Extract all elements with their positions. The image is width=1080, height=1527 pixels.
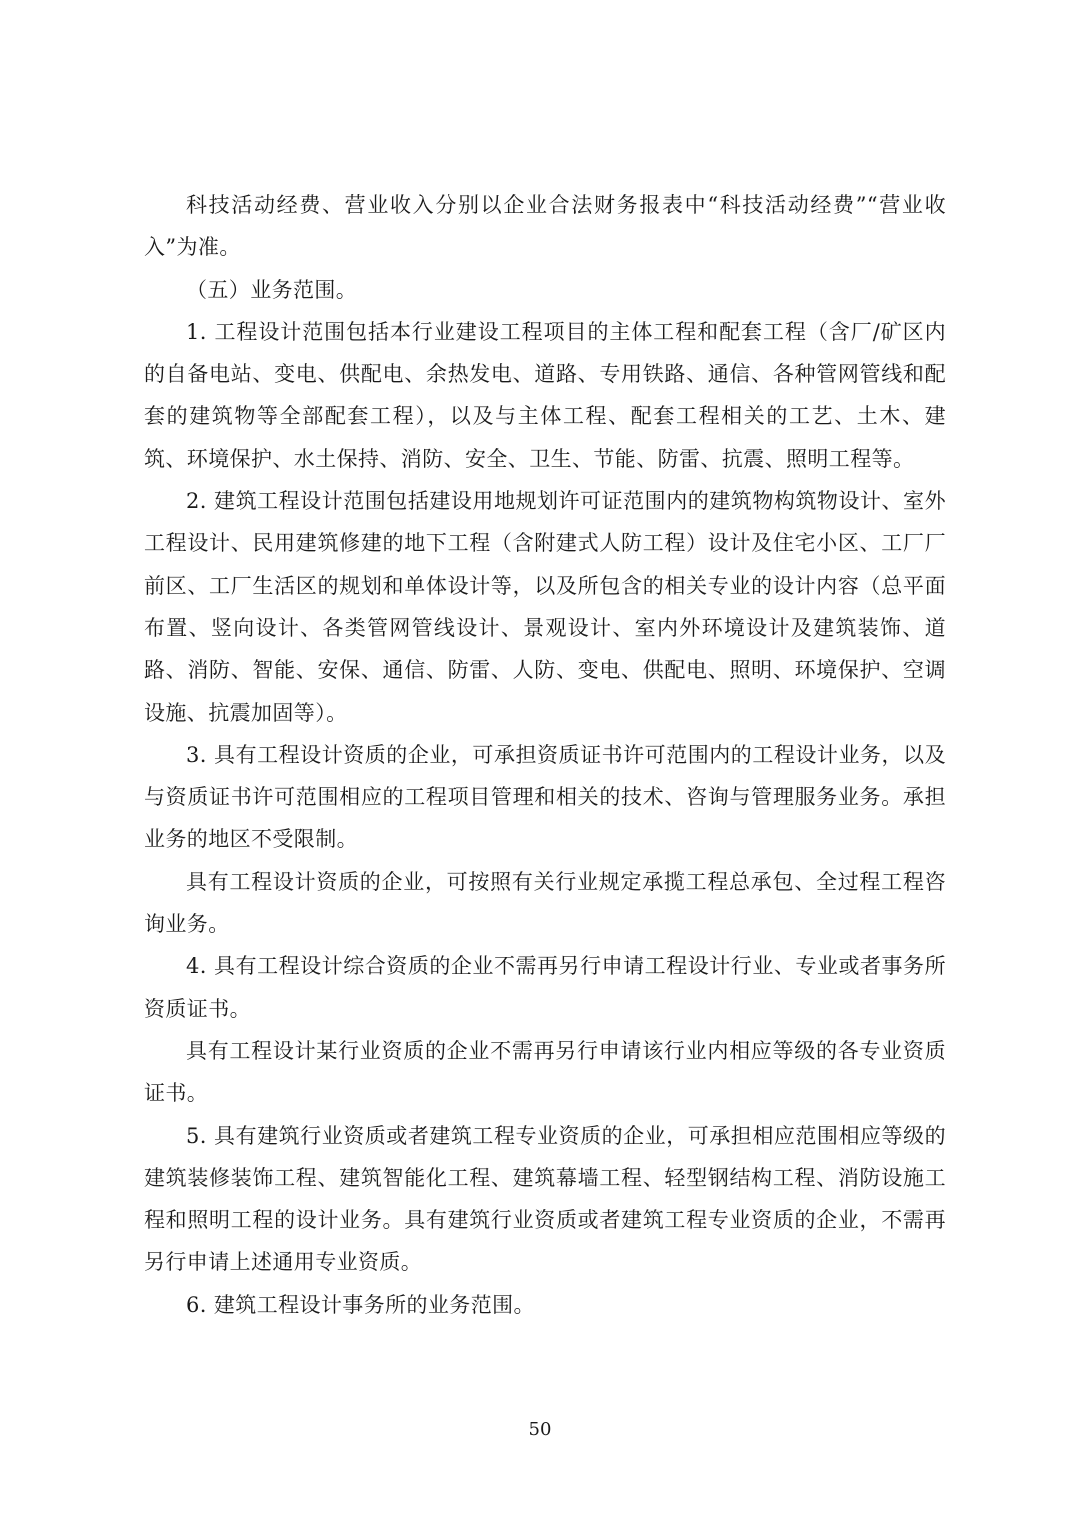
document-body bbox=[144, 184, 946, 1326]
paragraph-item-4: 4. 具有工程设计综合资质的企业不需再另行申请工程设计行业、专业或者事务所资质证书。 bbox=[144, 954, 946, 1021]
paragraph-funding-note: 科技活动经费、营业收入分别以企业合法财务报表中“科技活动经费”“营业收入”为准。 bbox=[144, 193, 946, 260]
page-number: 50 bbox=[528, 1419, 552, 1440]
paragraph-item-3: 3. 具有工程设计资质的企业，可承担资质证书许可范围内的工程设计业务，以及与资质证书许可范围相应的工程项目管理和相关的技术、咨询与管理服务业务。承担业务的地区不受限制。 bbox=[144, 742, 946, 852]
paragraph-item-4-continued: 具有工程设计某行业资质的企业不需再另行申请该行业内相应等级的各专业资质证书。 bbox=[144, 1038, 946, 1106]
paragraph-item-5: 5. 具有建筑行业资质或者建筑工程专业资质的企业，可承担相应范围相应等级的建筑装修装饰工程、建筑智能化工程、建筑幕墙工程、轻型钢结构工程、消防设施工程和照明工程的设计业务。具有建筑行业资质或者建筑工程专业资质的企业，不需再另行申请上述通用专业资质。 bbox=[144, 1123, 946, 1275]
paragraph-item-6: 6. 建筑工程设计事务所的业务范围。 bbox=[186, 1292, 535, 1317]
paragraph-item-1: 1. 工程设计范围包括本行业建设工程项目的主体工程和配套工程（含厂/矿区内的自备电站、变电、供配电、余热发电、道路、专用铁路、通信、各种管网管线和配套的建筑物等全部配套工程），以及与主体工程、配套工程相关的工艺、土木、建筑、环境保护、水土保持、消防、安全、卫生、节能、防雷、抗震、照明工程等。 bbox=[144, 319, 946, 471]
paragraph-item-3-continued: 具有工程设计资质的企业，可按照有关行业规定承揽工程总承包、全过程工程咨询业务。 bbox=[144, 869, 946, 937]
paragraph-item-2: 2. 建筑工程设计范围包括建设用地规划许可证范围内的建筑物构筑物设计、室外工程设计、民用建筑修建的地下工程（含附建式人防工程）设计及住宅小区、工厂厂前区、工厂生活区的规划和单体设计等，以及所包含的相关专业的设计内容（总平面布置、竖向设计、各类管网管线设计、景观设计、室内外环境设计及建筑装饰、道路、消防、智能、安保、通信、防雷、人防、变电、供配电、照明、环境保护、空调设施、抗震加固等）。 bbox=[144, 489, 946, 725]
section-heading-business-scope: （五）业务范围。 bbox=[186, 277, 358, 302]
